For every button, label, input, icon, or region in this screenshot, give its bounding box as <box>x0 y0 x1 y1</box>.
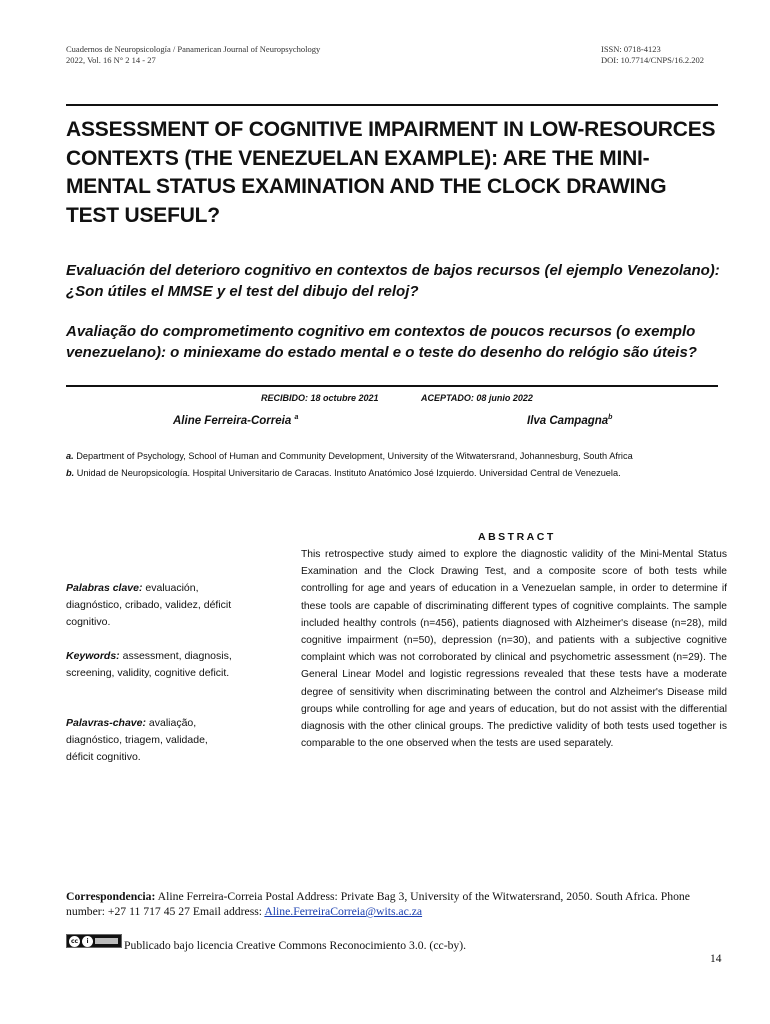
affiliation-b <box>66 467 621 479</box>
correspondence <box>66 889 706 919</box>
accepted-date: ACEPTADO: 08 junio 2022 <box>421 393 533 403</box>
received-date: RECIBIDO: 18 octubre 2021 <box>261 393 379 403</box>
abstract-body: This retrospective study aimed to explore the diagnostic validity of the Mini-Mental Status Examination and the Clock Drawing Test, and a composite score of both tests while controlling for age and years of education in a Venezuelan sample, in order to determine if these tools are capable of discriminating different types of cognitive complaints. The sample included healthy controls (n=456), patients diagnosed with Alzheimer's disease (n=28), mild cognitive impairment (n=50), depression (n=30), and patients with a subjective cognitive complaint which was not corroborated by clinical and psychometric assessment (n=29). The General Linear Model and logistic regressions revealed that these tests have a moderate degree of sensitivity when discriminating between the control and Alzheimer's Disease mild groups while controlling for age and years of education, but do not assist with the differential diagnosis with the other clinical groups. The predictive validity of both tests used together is comparable to the one observed when the tests are used separately. <box>301 549 727 750</box>
keywords-spanish <box>66 580 236 631</box>
title-bottom-rule <box>66 385 718 387</box>
page-number: 14 <box>710 953 722 965</box>
author-2-name: Ilva Campagna <box>527 414 609 427</box>
issn: ISSN: 0718-4123 <box>601 44 661 54</box>
journal-name: Cuadernos de Neuropsicología / Panamerican Journal of Neuropsychology <box>66 44 321 54</box>
abstract-heading: ABSTRACT <box>478 531 556 543</box>
keywords-portuguese <box>66 715 236 766</box>
author-2 <box>527 414 612 427</box>
keywords-portuguese-label: Palavras-chave: <box>66 717 146 729</box>
title-top-rule <box>66 104 718 106</box>
correspondence-email-link[interactable]: Aline.FerreiraCorreia@wits.ac.za <box>264 905 423 918</box>
correspondence-text: Aline Ferreira-Correia Postal Address: Private Bag 3, University of the Witwatersrand, 2050. South Africa. Phone number: +27 11 717 45 27 Email address: <box>66 890 690 918</box>
creative-commons-by-icon[interactable]: cc i <box>66 934 122 948</box>
issn-header <box>601 44 704 66</box>
author-1-sup: a <box>294 414 299 421</box>
correspondence-label: Correspondencia: <box>66 890 156 903</box>
affiliation-b-label: b. <box>66 468 75 478</box>
doi: DOI: 10.7714/CNPS/16.2.202 <box>601 55 704 65</box>
keywords-english <box>66 648 236 682</box>
article-title: ASSESSMENT OF COGNITIVE IMPAIRMENT IN LOW-RESOURCES CONTEXTS (THE VENEZUELAN EXAMPLE): ARE THE MINI-MENTAL STATUS EXAMINATION AND THE CLOCK DRAWING TEST USEFUL? <box>66 118 716 227</box>
subtitle-spanish: Evaluación del deterioro cognitivo en contextos de bajos recursos (el ejemplo Venezolano): ¿Son útiles el MMSE y el test del dibujo del reloj? <box>66 262 720 300</box>
subtitle-portuguese: Avaliação do comprometimento cognitivo em contextos de poucos recursos (o exemplo venezuelano): o miniexame do estado mental e o teste do desenho do relógio são úteis? <box>66 323 697 361</box>
keywords-portuguese-text: avaliação, diagnóstico, triagem, validade, déficit cognitivo. <box>66 717 208 763</box>
license-text: Publicado bajo licencia Creative Commons Reconocimiento 3.0. (cc-by). <box>124 939 467 952</box>
affiliation-a-label: a. <box>66 451 74 461</box>
author-1-name: Aline Ferreira-Correia <box>173 414 292 427</box>
affiliation-a <box>66 450 633 462</box>
journal-volume: 2022, Vol. 16 N° 2 14 - 27 <box>66 55 156 65</box>
keywords-spanish-label: Palabras clave: <box>66 582 143 594</box>
author-2-sup: b <box>608 414 613 421</box>
keywords-spanish-text: evaluación, diagnóstico, cribado, validez, déficit cognitivo. <box>66 582 232 628</box>
keywords-english-label: Keywords: <box>66 650 120 662</box>
affiliation-a-text: Department of Psychology, School of Human and Community Development, University of the Witwatersrand, Johannesburg, South Africa <box>73 451 633 461</box>
keywords-english-text: assessment, diagnosis, screening, validity, cognitive deficit. <box>66 650 232 679</box>
journal-header <box>66 44 320 66</box>
affiliation-b-text: Unidad de Neuropsicología. Hospital Universitario de Caracas. Instituto Anatómico José Izquierdo. Universidad Central de Venezuela. <box>74 468 621 478</box>
author-1 <box>173 414 298 427</box>
